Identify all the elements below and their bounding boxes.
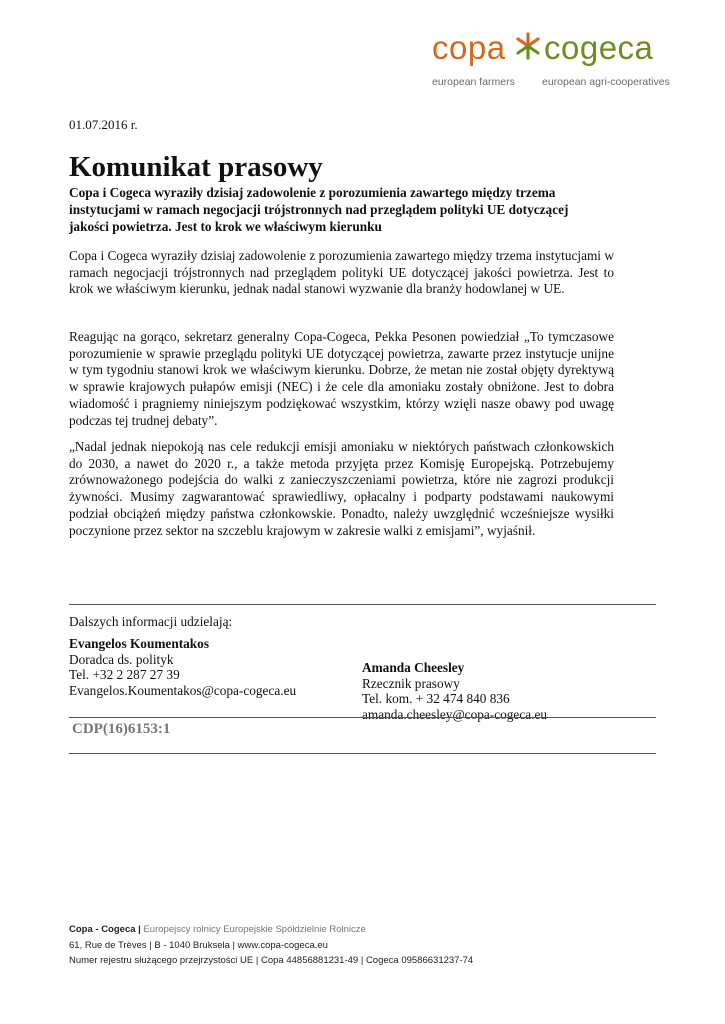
footer-org: Copa - Cogeca xyxy=(69,924,136,935)
contact-phone: Tel. +32 2 287 27 39 xyxy=(69,667,180,682)
logo-star-icon xyxy=(514,32,542,60)
footer-registry: Numer rejestru służącego przejrzystości UE | Copa 44856881231-49 | Cogeca 09586631237-74 xyxy=(69,955,474,966)
footer-address: 61, Rue de Trèves | B - 1040 Bruksela | www.copa-cogeca.eu xyxy=(69,939,328,951)
logo-subtitle-cooperatives: european agri-cooperatives xyxy=(542,76,670,88)
contact-role: Doradca ds. polityk xyxy=(69,651,174,667)
body-paragraph-2: Reagując na gorąco, sekretarz generalny Copa-Cogeca, Pekka Pesonen powiedział „To tymczasowe porozumienie w sprawie przeglądu polityki UE dotyczącej powietrza, zawarte przez instytucje unijne w tym tygodniu stanowi krok we właściwym kierunku. Dobrze, że metan nie został objęty dyrektywą w sprawie krajowych pułapów emisji (NEC) i że cele dla amoniaku zostały obniżone. Jest to dobra wiadomość i pragniemy niniejszym podziękować wszystkim, którzy wzięli nasze obawy pod uwagę podczas tej trudnej debaty”. xyxy=(69,329,614,428)
page-footer xyxy=(69,922,473,969)
contact-name: Evangelos Koumentakos xyxy=(69,636,210,651)
footer-separator: | xyxy=(138,924,141,935)
copa-cogeca-logo xyxy=(432,28,670,94)
contact-phone: Tel. kom. + 32 474 840 836 xyxy=(362,691,510,706)
press-release-date: 01.07.2016 r. xyxy=(69,117,138,132)
document-reference: CDP(16)6153:1 xyxy=(72,721,171,737)
body-paragraph-3: „Nadal jednak niepokoją nas cele redukcji emisji amoniaku w niektórych państwach członkowskich do 2030, a nawet do 2020 r., a także metoda przyjęta przez Komisję Europejską. Potrzebujemy zrównoważonego podejścia do walki z zanieczyszczeniami powietrza, które nie zagrozi produkcji żywności. Musimy zagwarantować sprawiedliwy, opłacalny i podparty podstawami naukowymi podział obciążeń między państwa członkowskie. Ponadto, należy uwzględnić wcześniejsze wysiłki poczynione przez sektor na szczeblu krajowym w zakresie walki z emisjami”, wyjaśnił. xyxy=(69,439,614,538)
logo-subtitle-farmers: european farmers xyxy=(432,76,515,88)
page-title: Komunikat prasowy xyxy=(69,151,323,183)
logo-word-copa: copa xyxy=(432,29,506,66)
contacts-heading: Dalszych informacji udzielają: xyxy=(69,614,233,629)
contact-role: Rzecznik prasowy xyxy=(362,675,460,691)
contact-card-cheesley xyxy=(362,660,547,722)
contacts-divider-bottom xyxy=(69,717,656,718)
document-reference-divider xyxy=(69,753,656,754)
footer-tagline: Europejscy rolnicy Europejskie Spółdzielnie Rolnicze xyxy=(143,924,366,935)
body-paragraph-1: Copa i Cogeca wyraziły dzisiaj zadowolenie z porozumienia zawartego między trzema instytucjami w ramach negocjacji trójstronnych nad przeglądem polityki UE dotyczącej jakości powietrza. Jest to krok we właściwym kierunku, jednak nadal stanowi wyzwanie dla branży hodowlanej w UE. xyxy=(69,248,614,297)
contact-name: Amanda Cheesley xyxy=(362,660,465,675)
contact-email[interactable]: Evangelos.Koumentakos@copa-cogeca.eu xyxy=(69,682,297,698)
contacts-divider-top xyxy=(69,604,656,605)
press-release-subtitle: Copa i Cogeca wyraziły dzisiaj zadowolenie z porozumienia zawartego między trzema instytucjami w ramach negocjacji trójstronnych nad przeglądem polityki UE dotyczącej jakości powietrza. Jest to krok we właściwym kierunku xyxy=(69,185,569,234)
contact-card-koumentakos xyxy=(69,636,296,698)
logo-word-cogeca: cogeca xyxy=(544,29,654,66)
contact-email[interactable]: amanda.cheesley@copa-cogeca.eu xyxy=(362,706,547,722)
